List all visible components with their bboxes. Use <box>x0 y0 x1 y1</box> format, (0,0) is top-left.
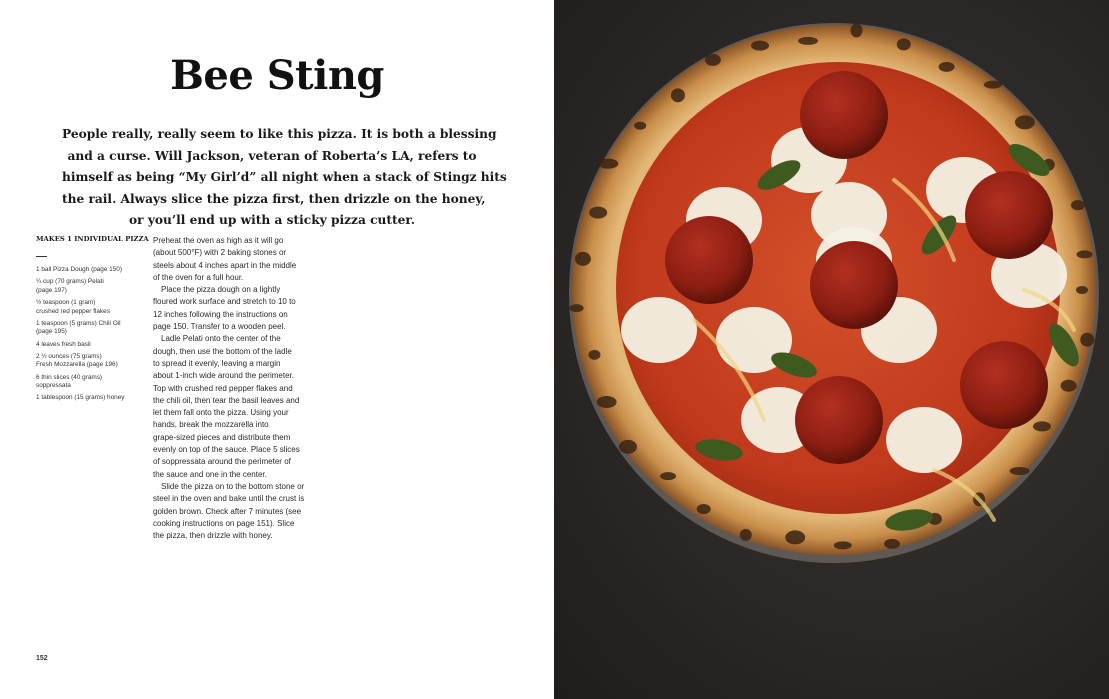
char-spot <box>619 440 637 454</box>
method-line: Place the pizza dough on a lightly <box>161 285 281 295</box>
method-line: golden brown. Check after 7 minutes (see <box>153 506 302 516</box>
char-spot <box>897 38 911 50</box>
method-line: of the oven for a full hour. <box>153 272 244 282</box>
char-spot <box>1071 200 1085 210</box>
char-spot <box>598 159 618 169</box>
ingredient-line: 6 thin slices (40 grams) <box>36 373 103 381</box>
char-spot <box>589 207 607 219</box>
char-spot <box>884 539 900 549</box>
soppressata-slice <box>665 216 753 304</box>
method-line: cooking instructions on page 151). Slice <box>153 518 295 528</box>
ingredient-line: 2 ½ ounces (75 grams) <box>36 352 102 360</box>
ingredient-line: 1 ball Pizza Dough (page 150) <box>36 266 122 273</box>
ingredient-item <box>36 394 142 403</box>
soppressata-slice <box>795 376 883 464</box>
ingredient-list <box>36 266 142 403</box>
ingredient-line: 4 leaves fresh basil <box>36 340 91 348</box>
char-spot <box>634 122 646 130</box>
ingredient-item <box>36 353 142 370</box>
method-line: floured work surface and stretch to 10 to <box>153 297 296 307</box>
divider <box>36 256 47 257</box>
pizza-photo <box>554 0 1109 699</box>
ingredient-line: 1 tablespoon (15 grams) honey <box>36 394 125 402</box>
ingredient-line: (page 195) <box>36 328 67 336</box>
mozzarella-piece <box>886 407 962 473</box>
method-line: 12 inches following the instructions on <box>153 309 288 319</box>
char-spot <box>697 504 711 514</box>
method-line: steels about 4 inches apart in the middle <box>153 260 297 270</box>
ingredient-line: ½ teaspoon (1 gram) <box>36 298 96 306</box>
char-spot <box>1080 333 1094 347</box>
ingredient-line: soppressata <box>36 382 71 390</box>
char-spot <box>570 304 584 312</box>
method-line: grape-sized pieces and distribute them <box>153 432 291 442</box>
recipe-method <box>153 235 333 542</box>
method-line: to spread it evenly, leaving a margin <box>153 358 281 368</box>
method-line: evenly on top of the sauce. Place 5 slices <box>153 445 300 455</box>
char-spot <box>1033 421 1051 431</box>
recipe-page <box>0 0 554 699</box>
ingredient-item <box>36 278 142 295</box>
char-spot <box>575 252 591 266</box>
page-number: 152 <box>36 655 48 662</box>
char-spot <box>834 541 852 549</box>
ingredient-item <box>36 266 142 275</box>
char-spot <box>597 396 617 408</box>
method-line: hands, break the mozzarella into <box>153 420 269 430</box>
char-spot <box>850 23 862 37</box>
char-spot <box>1077 250 1093 258</box>
char-spot <box>785 530 805 544</box>
intro-line: himself as being “My Girl’d” all night when a stack of Stingz hits <box>62 170 507 184</box>
method-line: Preheat the oven as high as it will go <box>153 236 284 245</box>
method-line: the chili oil, then tear the basil leaves and <box>153 395 300 405</box>
method-line: (about 500°F) with 2 baking stones or <box>153 248 287 258</box>
ingredient-line: (page 197) <box>36 286 67 294</box>
method-line: Ladle Pelati onto the center of the <box>161 334 281 344</box>
char-spot <box>984 81 1002 89</box>
char-spot <box>798 37 818 45</box>
method-line: steel in the oven and bake until the crust is <box>153 494 305 504</box>
method-line: Slide the pizza on to the bottom stone or <box>161 481 305 491</box>
pizza-illustration <box>554 0 1109 699</box>
ingredient-line: Fresh Mozzarella (page 196) <box>36 361 118 369</box>
char-spot <box>705 54 721 66</box>
intro-line: People really, really seem to like this pizza. It is both a blessing <box>62 127 497 141</box>
recipe-title: Bee Sting <box>170 52 384 99</box>
char-spot <box>939 62 955 72</box>
char-spot <box>660 472 676 480</box>
mozzarella-piece <box>621 297 697 363</box>
soppressata-slice <box>960 341 1048 429</box>
intro-line: or you’ll end up with a sticky pizza cutter. <box>129 213 415 227</box>
method-line: Top with crushed red pepper flakes and <box>153 383 293 393</box>
char-spot <box>671 88 685 102</box>
recipe-intro <box>62 124 507 232</box>
char-spot <box>1015 115 1035 129</box>
method-line: page 150. Transfer to a wooden peel. <box>153 322 286 332</box>
ingredient-item <box>36 299 142 316</box>
method-line: dough, then use the bottom of the ladle <box>153 346 292 356</box>
ingredient-line: ¼ cup (70 grams) Pelati <box>36 278 104 286</box>
method-line: of soppressata around the perimeter of <box>153 457 291 467</box>
method-line: about 1-inch wide around the perimeter. <box>153 371 294 381</box>
soppressata-slice <box>965 171 1053 259</box>
method-line: the sauce and one in the center. <box>153 469 267 479</box>
char-spot <box>751 41 769 51</box>
intro-line: and a curse. Will Jackson, veteran of Roberta’s LA, refers to <box>67 148 477 163</box>
ingredients-sidebar <box>36 234 149 406</box>
soppressata-slice <box>800 71 888 159</box>
ingredient-item <box>36 374 142 391</box>
char-spot <box>1076 286 1088 294</box>
ingredient-item <box>36 320 142 337</box>
soppressata-slice <box>810 241 898 329</box>
ingredient-line: crushed red pepper flakes <box>36 307 110 315</box>
ingredient-line: 1 teaspoon (5 grams) Chili Oil <box>36 319 121 327</box>
method-line: let them fall onto the pizza. Using your <box>153 408 289 418</box>
ingredient-item <box>36 341 142 350</box>
method-line: the pizza, then drizzle with honey. <box>153 531 273 541</box>
intro-line: the rail. Always slice the pizza first, then drizzle on the honey, <box>62 191 486 206</box>
char-spot <box>588 350 600 360</box>
recipe-yield: MAKES 1 INDIVIDUAL PIZZA <box>36 235 149 243</box>
char-spot <box>1010 467 1030 475</box>
char-spot <box>1061 380 1077 392</box>
char-spot <box>740 529 752 541</box>
